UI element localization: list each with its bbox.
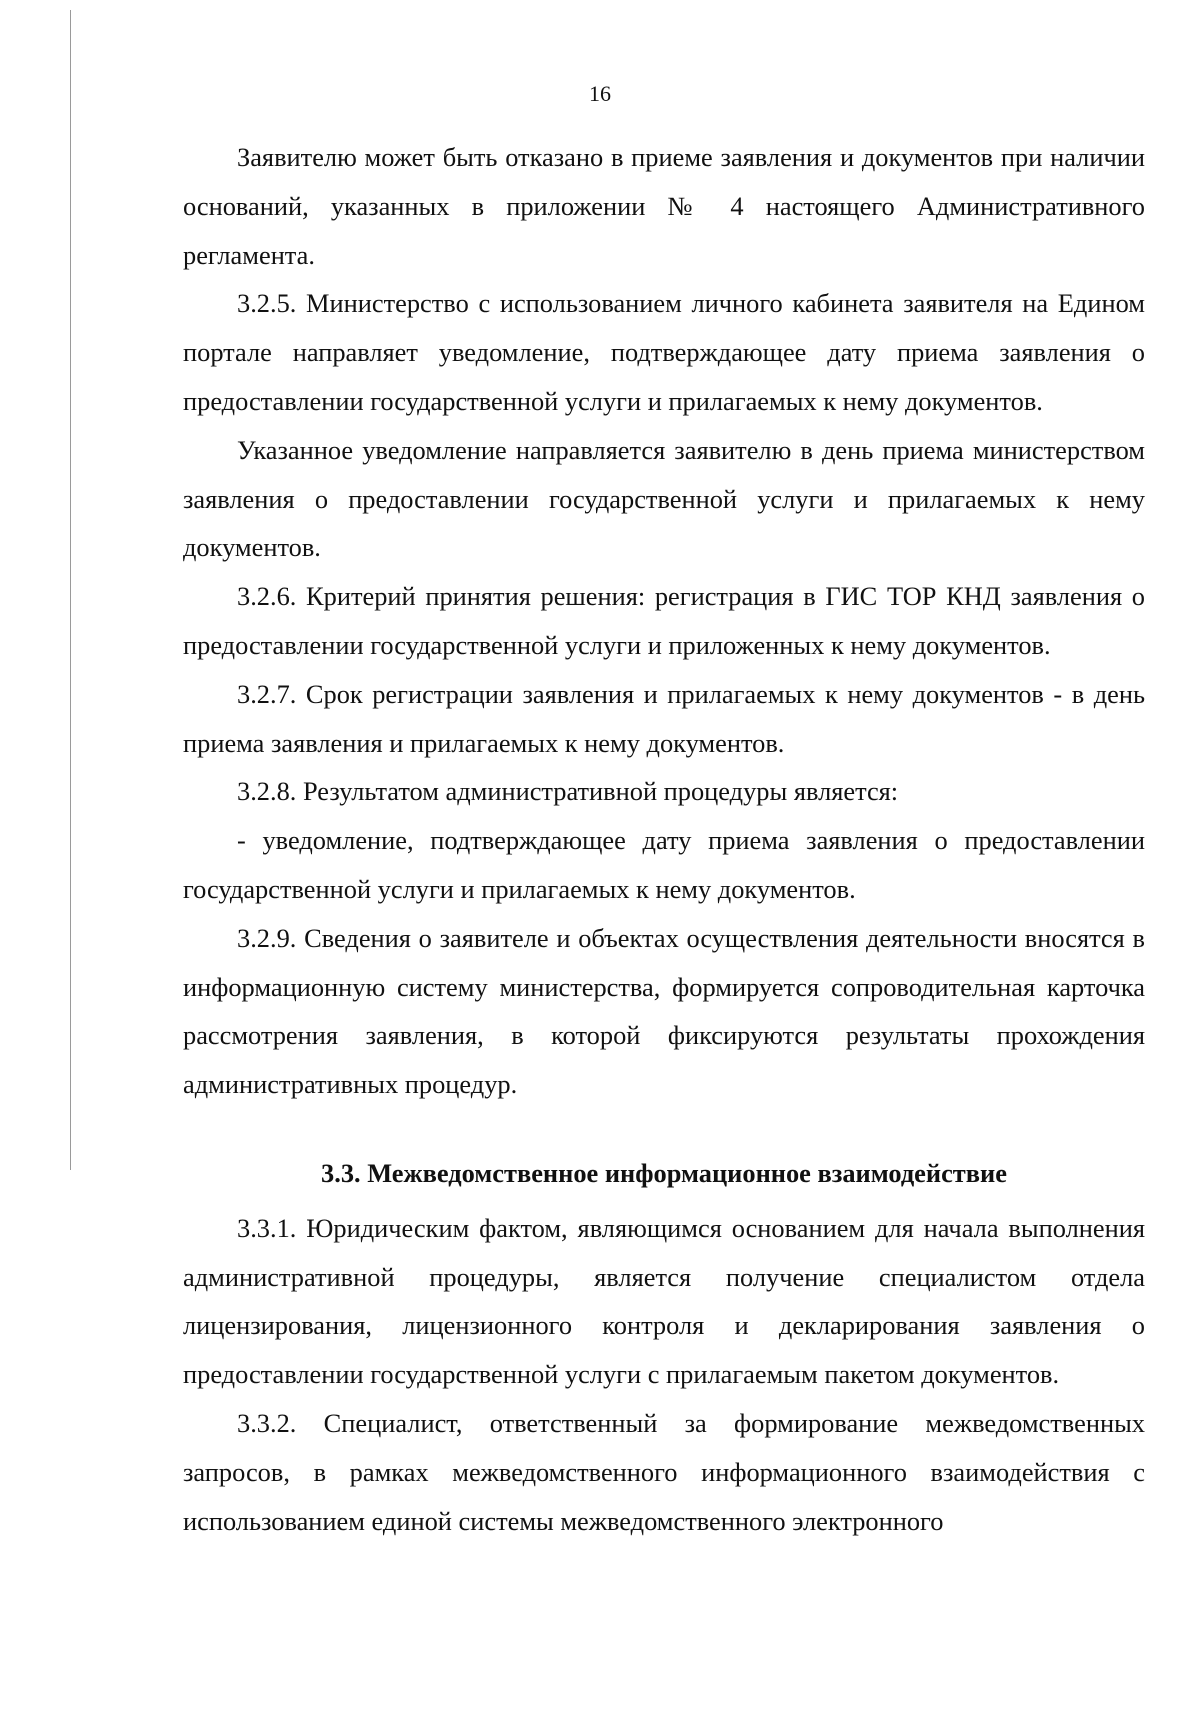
- document-body: [183, 133, 1145, 1545]
- page-number: 16: [589, 81, 611, 106]
- paragraph-3-2-5: 3.2.5. Министерство с использованием личного кабинета заявителя на Едином портале направляет уведомление, подтверждающее дату приема заявления о предоставлении государственной услуги и прилагаемых к нему документов.: [183, 288, 1145, 416]
- paragraph-3-3-1: 3.3.1. Юридическим фактом, являющимся основанием для начала выполнения административной процедуры, является получение специалистом отдела лицензирования, лицензионного контроля и декларирования заявления о предоставлении государственной услуги с прилагаемым пакетом документов.: [183, 1212, 1145, 1390]
- paragraph-3-2-7: 3.2.7. Срок регистрации заявления и прилагаемых к нему документов - в день приема заявления и прилагаемых к нему документов.: [183, 678, 1145, 758]
- paragraph-3-3-2: 3.3.2. Специалист, ответственный за формирование межведомственных запросов, в рамках межведомственного информационного взаимодействия с использованием единой системы межведомственного электронного: [183, 1407, 1145, 1536]
- paragraph-3-2-8: 3.2.8. Результатом административной процедуры является:: [237, 776, 899, 807]
- paragraph-refusal-grounds: Заявителю может быть отказано в приеме заявления и документов при наличии оснований, указанных в приложении № 4 настоящего Административного регламента.: [183, 142, 1145, 270]
- scan-margin-line: [70, 10, 71, 1170]
- paragraph-3-2-6: 3.2.6. Критерий принятия решения: регистрация в ГИС ТОР КНД заявления о предоставлении государственной услуги и приложенных к нему документов.: [183, 581, 1145, 660]
- section-heading-3-3: 3.3. Межведомственное информационное взаимодействие: [321, 1157, 1007, 1188]
- paragraph-3-2-9: 3.2.9. Сведения о заявителе и объектах осуществления деятельности вносятся в информационную систему министерства, формируется сопроводительная карточка рассмотрения заявления, в которой фиксируются результаты прохождения административных процедур.: [183, 922, 1145, 1100]
- paragraph-notification: Указанное уведомление направляется заявителю в день приема министерством заявления о предоставлении государственной услуги и прилагаемых к нему документов.: [183, 434, 1145, 563]
- paragraph-result-item: - уведомление, подтверждающее дату приема заявления о предоставлении государственной услуги и прилагаемых к нему документов.: [183, 825, 1145, 904]
